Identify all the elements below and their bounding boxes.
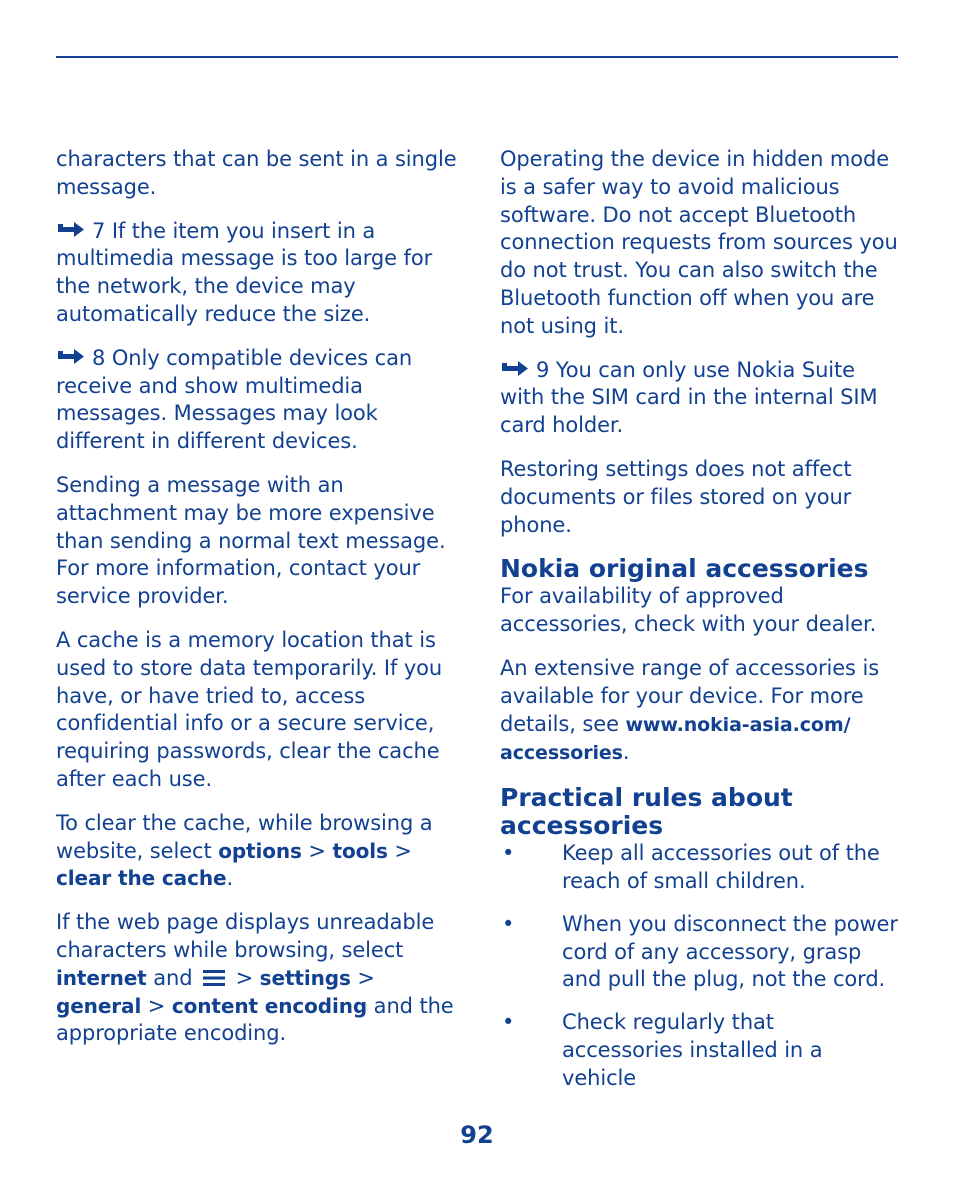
list-item: [500, 1009, 900, 1092]
left-column: [56, 146, 464, 1064]
text: .: [622, 740, 630, 765]
encoding-paragraph: [56, 909, 464, 1048]
options-term: options: [218, 838, 302, 863]
accessories-link[interactable]: www.nokia-asia.com/ accessories: [500, 713, 851, 765]
bullet: •: [502, 841, 515, 866]
content-encoding-term: content encoding: [171, 993, 368, 1018]
text: .: [226, 866, 234, 891]
paragraph: A cache is a memory location that is used to store data temporarily. If you have, or have tried to, access confidential info or a secure service, requiring passwords, clear the cache after each use.: [56, 627, 443, 791]
internet-term: internet: [56, 965, 147, 990]
paragraph: Restoring settings does not affect documents or files stored on your phone.: [500, 456, 852, 537]
rules-list: [500, 840, 900, 1092]
list-item-text: When you disconnect the power cord of any accessory, grasp and pull the plug, not the cord.: [562, 911, 898, 992]
separator: >: [229, 965, 260, 990]
list-item-text: Keep all accessories out of the reach of small children.: [562, 841, 880, 893]
footnote-text: 8 Only compatible devices can receive and show multimedia messages. Messages may look different in different devices.: [56, 345, 413, 454]
header-rule: [56, 56, 898, 58]
bullet: •: [502, 911, 515, 936]
text: If the web page displays unreadable characters while browsing, select: [56, 910, 435, 962]
separator: >: [387, 838, 412, 863]
paragraph: Sending a message with an attachment may be more expensive than sending a normal text message. For more information, contact your service provider.: [56, 472, 446, 609]
paragraph: Operating the device in hidden mode is a safer way to avoid malicious software. Do not accept Bluetooth connection requests from sources you do not trust. You can also switch the Bluetooth function off when you are not using it.: [500, 147, 898, 338]
paragraph: characters that can be sent in a single message.: [56, 147, 457, 199]
tools-term: tools: [332, 838, 388, 863]
clear-cache-paragraph: [56, 810, 464, 893]
clear-the-cache-term: clear the cache: [56, 866, 227, 891]
paragraph: For availability of approved accessories, check with your dealer.: [500, 584, 877, 637]
list-item: [500, 911, 900, 994]
settings-term: settings: [259, 965, 351, 990]
separator: >: [350, 965, 375, 990]
arrow-right-icon: [56, 221, 86, 239]
list-item: [500, 840, 900, 896]
page-number: 92: [460, 1121, 494, 1149]
separator: >: [141, 993, 172, 1018]
footnote-text: 7 If the item you insert in a multimedia message is too large for the network, the device may automatically reduce the size.: [56, 218, 433, 326]
text: and: [146, 965, 200, 990]
footnote-8: [56, 345, 464, 456]
arrow-right-icon: [500, 360, 530, 378]
footnote-text: 9 You can only use Nokia Suite with the SIM card in the internal SIM card holder.: [500, 357, 878, 438]
text: and the appropriate encoding.: [56, 993, 454, 1046]
list-item-text: Check regularly that accessories installed in a vehicle: [562, 1010, 823, 1090]
general-term: general: [56, 993, 142, 1018]
text: An extensive range of accessories is available for your device. For more details, see: [500, 655, 880, 736]
right-column: [500, 146, 900, 1108]
menu-icon: [202, 969, 226, 987]
arrow-right-icon: [56, 348, 86, 366]
accessories-paragraph: [500, 655, 900, 768]
bullet: •: [502, 1010, 515, 1035]
section-heading: Nokia original accessories: [500, 554, 869, 584]
text: To clear the cache, while browsing a website, select: [56, 810, 433, 863]
section-heading: Practical rules about accessories: [500, 783, 793, 841]
footnote-9: [500, 357, 900, 440]
separator: >: [301, 838, 333, 863]
footnote-7: [56, 218, 464, 329]
